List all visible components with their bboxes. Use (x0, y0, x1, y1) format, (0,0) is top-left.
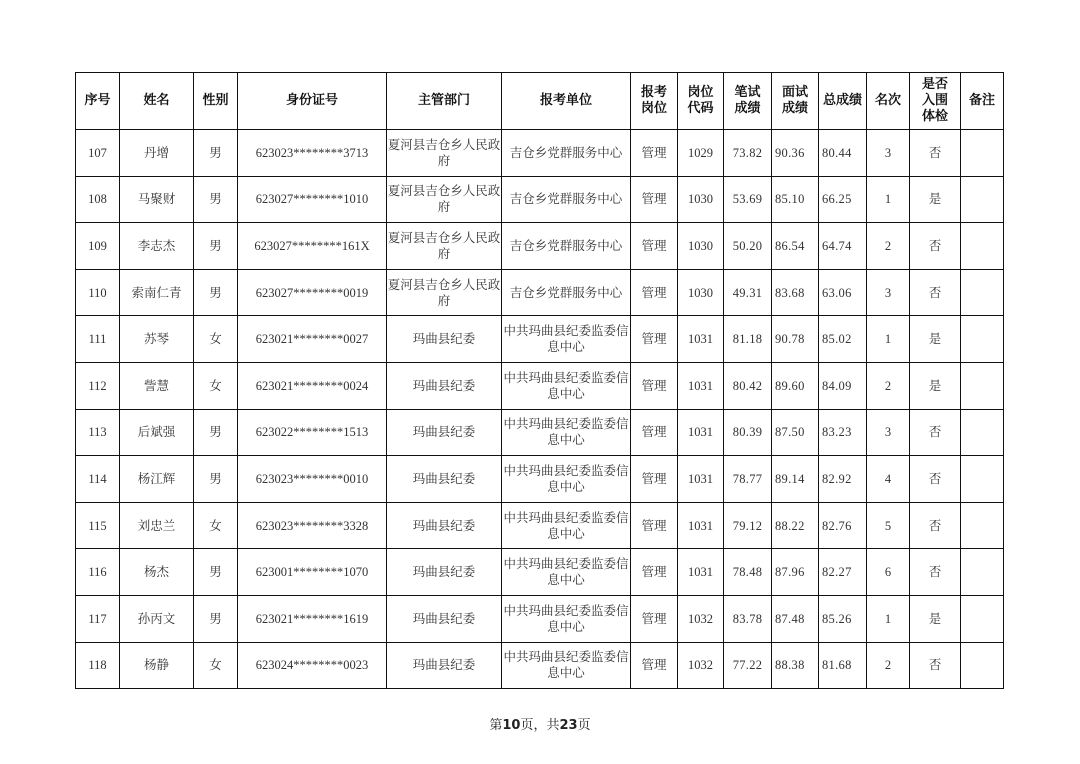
cell-unit: 中共玛曲县纪委监委信息中心 (502, 409, 631, 456)
cell-seq: 107 (76, 130, 120, 177)
cell-position-code: 1031 (678, 362, 724, 409)
cell-id-number: 623027********0019 (238, 269, 387, 316)
cell-department: 夏河县吉仓乡人民政府 (387, 130, 502, 177)
cell-remarks (961, 642, 1004, 689)
header-rank: 名次 (867, 73, 910, 130)
header-interview-score: 面试 成绩 (772, 73, 819, 130)
cell-written-score: 80.42 (724, 362, 772, 409)
cell-total-score: 84.09 (819, 362, 867, 409)
cell-rank: 2 (867, 362, 910, 409)
cell-position-code: 1030 (678, 269, 724, 316)
cell-department: 夏河县吉仓乡人民政府 (387, 176, 502, 223)
table-row (76, 130, 1004, 177)
cell-seq: 112 (76, 362, 120, 409)
cell-physical-exam: 否 (910, 223, 961, 270)
cell-id-number: 623024********0023 (238, 642, 387, 689)
cell-interview-score: 83.68 (772, 269, 819, 316)
cell-written-score: 81.18 (724, 316, 772, 363)
cell-unit: 中共玛曲县纪委监委信息中心 (502, 316, 631, 363)
table-row (76, 176, 1004, 223)
cell-name: 杨杰 (120, 549, 194, 596)
cell-remarks (961, 176, 1004, 223)
cell-unit: 中共玛曲县纪委监委信息中心 (502, 502, 631, 549)
cell-department: 玛曲县纪委 (387, 642, 502, 689)
cell-remarks (961, 456, 1004, 503)
cell-rank: 1 (867, 176, 910, 223)
total-pages-number: 23 (559, 718, 578, 733)
current-page-number: 10 (502, 718, 521, 733)
cell-id-number: 623021********0024 (238, 362, 387, 409)
table-row (76, 595, 1004, 642)
cell-rank: 1 (867, 316, 910, 363)
cell-interview-score: 87.48 (772, 595, 819, 642)
cell-seq: 110 (76, 269, 120, 316)
cell-gender: 女 (194, 316, 238, 363)
cell-remarks (961, 362, 1004, 409)
cell-interview-score: 89.60 (772, 362, 819, 409)
cell-total-score: 82.92 (819, 456, 867, 503)
table-row (76, 409, 1004, 456)
cell-position-code: 1029 (678, 130, 724, 177)
cell-department: 夏河县吉仓乡人民政府 (387, 223, 502, 270)
cell-position-code: 1031 (678, 409, 724, 456)
cell-unit: 吉仓乡党群服务中心 (502, 176, 631, 223)
cell-interview-score: 90.78 (772, 316, 819, 363)
cell-remarks (961, 549, 1004, 596)
cell-gender: 男 (194, 409, 238, 456)
cell-position: 管理 (631, 456, 678, 503)
header-gender: 性别 (194, 73, 238, 130)
cell-gender: 男 (194, 595, 238, 642)
cell-seq: 111 (76, 316, 120, 363)
cell-id-number: 623001********1070 (238, 549, 387, 596)
cell-unit: 吉仓乡党群服务中心 (502, 130, 631, 177)
cell-unit: 吉仓乡党群服务中心 (502, 223, 631, 270)
cell-position-code: 1031 (678, 502, 724, 549)
cell-written-score: 79.12 (724, 502, 772, 549)
cell-position: 管理 (631, 316, 678, 363)
header-row (76, 73, 1004, 130)
cell-gender: 男 (194, 456, 238, 503)
cell-interview-score: 87.50 (772, 409, 819, 456)
table-row (76, 223, 1004, 270)
cell-interview-score: 88.22 (772, 502, 819, 549)
cell-total-score: 80.44 (819, 130, 867, 177)
cell-physical-exam: 否 (910, 409, 961, 456)
cell-unit: 中共玛曲县纪委监委信息中心 (502, 642, 631, 689)
cell-physical-exam: 否 (910, 642, 961, 689)
cell-remarks (961, 269, 1004, 316)
cell-physical-exam: 是 (910, 316, 961, 363)
cell-position: 管理 (631, 130, 678, 177)
cell-physical-exam: 是 (910, 362, 961, 409)
cell-position: 管理 (631, 362, 678, 409)
cell-position-code: 1030 (678, 176, 724, 223)
cell-name: 索南仁青 (120, 269, 194, 316)
cell-seq: 114 (76, 456, 120, 503)
header-id-number: 身份证号 (238, 73, 387, 130)
header-physical-exam: 是否 入围 体检 (910, 73, 961, 130)
cell-position-code: 1031 (678, 456, 724, 503)
cell-total-score: 85.26 (819, 595, 867, 642)
cell-written-score: 80.39 (724, 409, 772, 456)
cell-name: 李志杰 (120, 223, 194, 270)
table-row (76, 502, 1004, 549)
cell-department: 玛曲县纪委 (387, 316, 502, 363)
cell-physical-exam: 是 (910, 176, 961, 223)
cell-name: 丹增 (120, 130, 194, 177)
cell-department: 玛曲县纪委 (387, 409, 502, 456)
cell-position: 管理 (631, 409, 678, 456)
cell-written-score: 49.31 (724, 269, 772, 316)
cell-interview-score: 90.36 (772, 130, 819, 177)
cell-gender: 男 (194, 223, 238, 270)
cell-interview-score: 87.96 (772, 549, 819, 596)
cell-unit: 中共玛曲县纪委监委信息中心 (502, 595, 631, 642)
cell-written-score: 78.48 (724, 549, 772, 596)
cell-unit: 中共玛曲县纪委监委信息中心 (502, 549, 631, 596)
cell-rank: 2 (867, 223, 910, 270)
cell-unit: 中共玛曲县纪委监委信息中心 (502, 362, 631, 409)
cell-physical-exam: 否 (910, 549, 961, 596)
cell-written-score: 50.20 (724, 223, 772, 270)
cell-department: 夏河县吉仓乡人民政府 (387, 269, 502, 316)
header-total-score: 总成绩 (819, 73, 867, 130)
cell-rank: 4 (867, 456, 910, 503)
table-row (76, 269, 1004, 316)
cell-seq: 117 (76, 595, 120, 642)
footer-middle: 页，共 (520, 718, 560, 733)
cell-department: 玛曲县纪委 (387, 456, 502, 503)
cell-total-score: 63.06 (819, 269, 867, 316)
cell-id-number: 623027********1010 (238, 176, 387, 223)
cell-seq: 113 (76, 409, 120, 456)
cell-remarks (961, 595, 1004, 642)
cell-rank: 2 (867, 642, 910, 689)
cell-id-number: 623021********1619 (238, 595, 387, 642)
cell-position: 管理 (631, 595, 678, 642)
header-written-score: 笔试 成绩 (724, 73, 772, 130)
footer-prefix: 第 (489, 718, 503, 733)
cell-remarks (961, 223, 1004, 270)
cell-position: 管理 (631, 223, 678, 270)
cell-physical-exam: 是 (910, 595, 961, 642)
header-unit: 报考单位 (502, 73, 631, 130)
table-row (76, 316, 1004, 363)
cell-written-score: 77.22 (724, 642, 772, 689)
cell-total-score: 82.76 (819, 502, 867, 549)
cell-remarks (961, 409, 1004, 456)
cell-id-number: 623021********0027 (238, 316, 387, 363)
cell-department: 玛曲县纪委 (387, 549, 502, 596)
cell-position: 管理 (631, 269, 678, 316)
cell-gender: 男 (194, 549, 238, 596)
header-seq: 序号 (76, 73, 120, 130)
cell-rank: 3 (867, 130, 910, 177)
cell-physical-exam: 否 (910, 130, 961, 177)
cell-id-number: 623023********3328 (238, 502, 387, 549)
results-table (75, 72, 1004, 689)
cell-written-score: 73.82 (724, 130, 772, 177)
cell-rank: 3 (867, 269, 910, 316)
cell-interview-score: 86.54 (772, 223, 819, 270)
cell-total-score: 82.27 (819, 549, 867, 596)
table-row (76, 549, 1004, 596)
cell-name: 后斌强 (120, 409, 194, 456)
cell-written-score: 83.78 (724, 595, 772, 642)
cell-position: 管理 (631, 549, 678, 596)
cell-gender: 女 (194, 362, 238, 409)
table-row (76, 642, 1004, 689)
cell-rank: 3 (867, 409, 910, 456)
cell-gender: 男 (194, 130, 238, 177)
cell-name: 孙丙文 (120, 595, 194, 642)
cell-total-score: 66.25 (819, 176, 867, 223)
cell-physical-exam: 否 (910, 502, 961, 549)
cell-id-number: 623023********0010 (238, 456, 387, 503)
cell-interview-score: 85.10 (772, 176, 819, 223)
cell-remarks (961, 130, 1004, 177)
cell-position-code: 1030 (678, 223, 724, 270)
cell-name: 杨江辉 (120, 456, 194, 503)
header-department: 主管部门 (387, 73, 502, 130)
cell-position-code: 1032 (678, 595, 724, 642)
cell-rank: 5 (867, 502, 910, 549)
cell-gender: 男 (194, 176, 238, 223)
cell-total-score: 64.74 (819, 223, 867, 270)
cell-seq: 109 (76, 223, 120, 270)
cell-physical-exam: 否 (910, 269, 961, 316)
cell-position: 管理 (631, 176, 678, 223)
cell-position: 管理 (631, 502, 678, 549)
cell-total-score: 83.23 (819, 409, 867, 456)
cell-remarks (961, 316, 1004, 363)
cell-unit: 中共玛曲县纪委监委信息中心 (502, 456, 631, 503)
header-remarks: 备注 (961, 73, 1004, 130)
cell-interview-score: 89.14 (772, 456, 819, 503)
cell-rank: 6 (867, 549, 910, 596)
cell-name: 苏琴 (120, 316, 194, 363)
table-row (76, 456, 1004, 503)
cell-id-number: 623022********1513 (238, 409, 387, 456)
cell-remarks (961, 502, 1004, 549)
cell-seq: 118 (76, 642, 120, 689)
cell-seq: 108 (76, 176, 120, 223)
cell-position-code: 1032 (678, 642, 724, 689)
cell-seq: 116 (76, 549, 120, 596)
cell-name: 訾慧 (120, 362, 194, 409)
cell-position-code: 1031 (678, 316, 724, 363)
page-footer (0, 714, 1080, 733)
cell-position: 管理 (631, 642, 678, 689)
cell-physical-exam: 否 (910, 456, 961, 503)
cell-written-score: 53.69 (724, 176, 772, 223)
cell-department: 玛曲县纪委 (387, 595, 502, 642)
cell-gender: 女 (194, 642, 238, 689)
cell-name: 马聚财 (120, 176, 194, 223)
cell-department: 玛曲县纪委 (387, 362, 502, 409)
cell-gender: 女 (194, 502, 238, 549)
footer-suffix: 页 (577, 718, 591, 733)
cell-rank: 1 (867, 595, 910, 642)
cell-department: 玛曲县纪委 (387, 502, 502, 549)
cell-seq: 115 (76, 502, 120, 549)
cell-id-number: 623027********161X (238, 223, 387, 270)
header-position: 报考 岗位 (631, 73, 678, 130)
cell-name: 杨静 (120, 642, 194, 689)
cell-id-number: 623023********3713 (238, 130, 387, 177)
header-name: 姓名 (120, 73, 194, 130)
cell-interview-score: 88.38 (772, 642, 819, 689)
cell-position-code: 1031 (678, 549, 724, 596)
table-row (76, 362, 1004, 409)
cell-name: 刘忠兰 (120, 502, 194, 549)
cell-written-score: 78.77 (724, 456, 772, 503)
cell-total-score: 81.68 (819, 642, 867, 689)
header-position-code: 岗位 代码 (678, 73, 724, 130)
cell-total-score: 85.02 (819, 316, 867, 363)
cell-gender: 男 (194, 269, 238, 316)
cell-unit: 吉仓乡党群服务中心 (502, 269, 631, 316)
